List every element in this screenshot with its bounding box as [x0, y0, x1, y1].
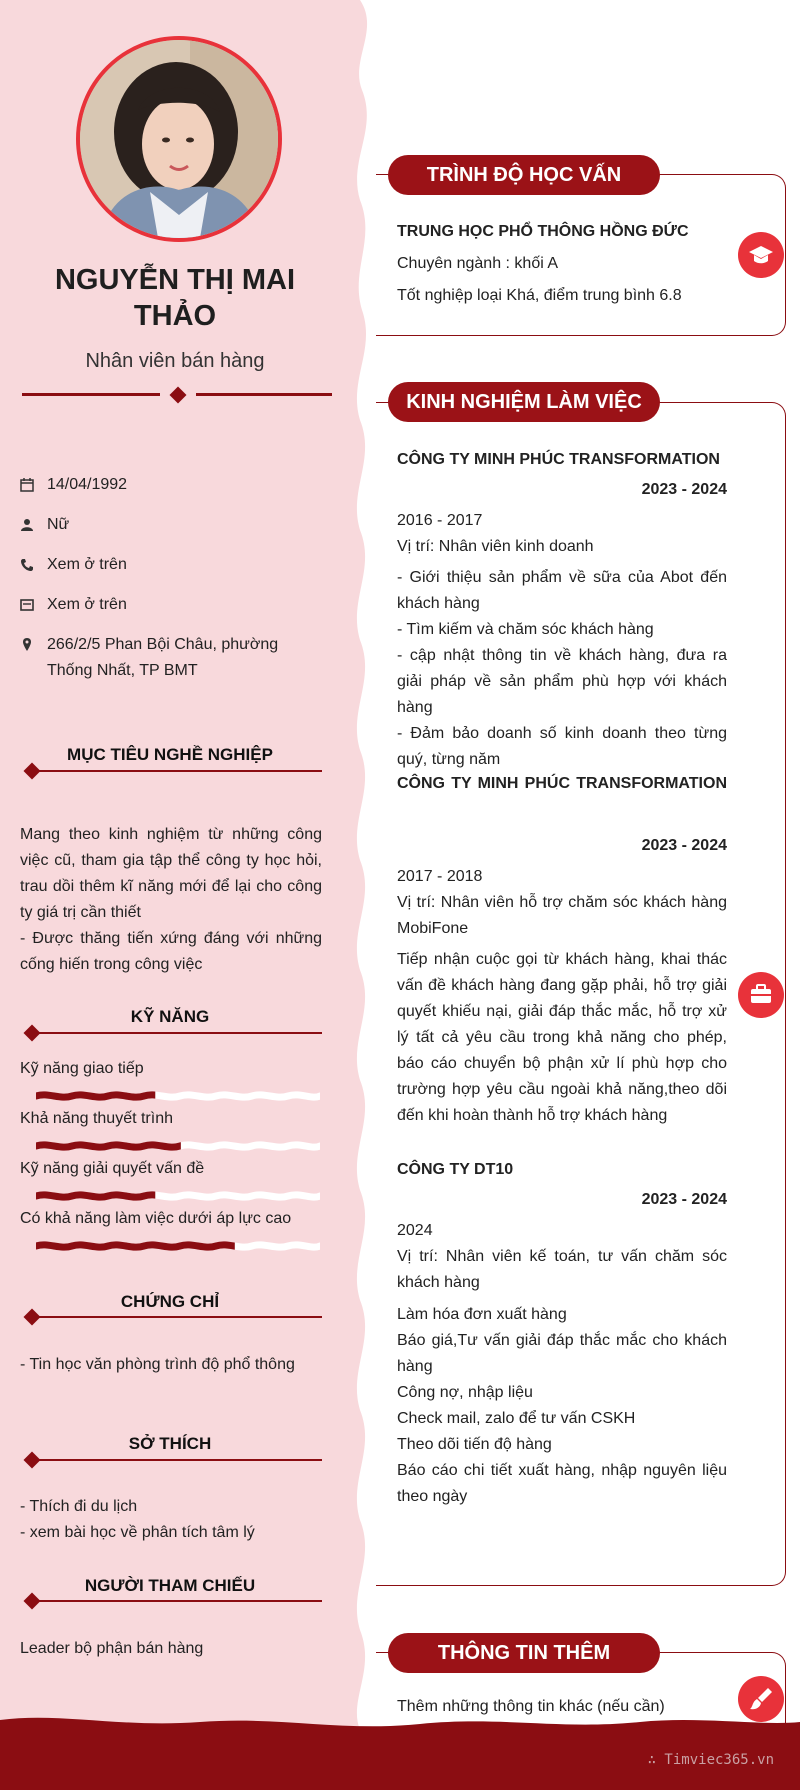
hobbies-line	[36, 1459, 322, 1461]
objective-line-1: Mang theo kinh nghiệm từ những công việc cũ, tham gia tập thể công ty học hỏi, trau dồi thêm kĩ năng mới để lại cho công ty giá trị cần thiết	[20, 826, 322, 921]
objective-text	[20, 822, 322, 978]
skill-bar	[36, 1240, 320, 1252]
name-line-2: THẢO	[133, 300, 217, 332]
avatar-illustration	[80, 40, 278, 238]
candidate-name	[20, 262, 330, 334]
job-3-detail: Check mail, zalo để tư vấn CSKH	[397, 1410, 636, 1427]
job-3-details	[397, 1302, 727, 1510]
calendar-icon	[20, 478, 34, 492]
references-line	[36, 1600, 322, 1602]
job-1-detail: - cập nhật thông tin về khách hàng, đưa ra giải pháp về sản phẩm phù hợp với khách hàng	[397, 647, 727, 716]
briefcase-icon	[738, 972, 784, 1018]
hobbies-title: SỞ THÍCH	[128, 1434, 212, 1453]
extra-text: Thêm những thông tin khác (nếu cần)	[397, 1698, 665, 1715]
gender-row	[20, 512, 320, 538]
job-1-details	[397, 565, 727, 773]
education-result: Tốt nghiệp loại Khá, điểm trung bình 6.8	[397, 287, 682, 304]
education-school: TRUNG HỌC PHỔ THÔNG HỒNG ĐỨC	[397, 223, 689, 240]
job-3-detail: Báo giá,Tư vấn giải đáp thắc mắc cho khách hàng	[397, 1332, 727, 1375]
job-2-company-text: CÔNG TY MINH PHÚC TRANSFORMATION	[397, 775, 727, 792]
experience-title: KINH NGHIỆM LÀM VIỆC	[388, 382, 660, 422]
user-icon	[20, 518, 34, 532]
certificates-line	[36, 1316, 322, 1318]
skill-label: Kỹ năng giải quyết vấn đề	[20, 1160, 205, 1177]
divider-left	[22, 393, 160, 396]
email-value: Xem ở trên	[47, 596, 127, 613]
job-title: Nhân viên bán hàng	[85, 350, 265, 372]
skill-bar	[36, 1140, 320, 1152]
certificates-text: - Tin học văn phòng trình độ phổ thông	[20, 1356, 295, 1373]
map-marker-icon	[20, 638, 34, 652]
skills-title: KỸ NĂNG	[130, 1007, 210, 1026]
job-3-company: CÔNG TY DT10	[397, 1161, 514, 1178]
envelope-icon	[20, 598, 34, 612]
skills-line	[36, 1032, 322, 1034]
job-3-period: 2024	[397, 1222, 433, 1239]
address-value: 266/2/5 Phan Bội Châu, phường Thống Nhất, TP BMT	[47, 636, 279, 679]
avatar	[76, 36, 282, 242]
extra-title: THÔNG TIN THÊM	[388, 1633, 660, 1673]
brand-watermark: ∴ Timviec365.vn	[647, 1752, 774, 1768]
references-text: Leader bộ phận bán hàng	[20, 1640, 204, 1657]
job-3-detail: Báo cáo chi tiết xuất hàng, nhập nguyên liệu theo ngày	[397, 1462, 727, 1505]
divider-right	[196, 393, 332, 396]
phone-icon	[20, 558, 34, 572]
job-2-detail: Tiếp nhận cuộc gọi từ khách hàng, khai thác vấn đề khách hàng đang gặp phải, hỗ trợ giải quyết khiếu nại, giải đáp thắc mắc, hỗ trợ xử lý tất cả yêu cầu trong khả năng cho phép, báo cáo chuyển bộ phận xử lí phù hợp cho trường hợp yêu cầu ngoài khả năng,theo dõi đến khi hoàn thành hỗ trợ khách hàng	[397, 951, 727, 1124]
job-1-range: 2023 - 2024	[641, 481, 727, 498]
job-1-detail: - Giới thiệu sản phẩm về sữa của Abot đến khách hàng	[397, 569, 727, 612]
phone-row	[20, 552, 320, 578]
job-1-detail: - Tìm kiếm và chăm sóc khách hàng	[397, 621, 654, 638]
job-1-company: CÔNG TY MINH PHÚC TRANSFORMATION	[397, 451, 720, 468]
name-line-1: NGUYỄN THỊ MAI	[54, 264, 296, 296]
job-3-position: Vị trí: Nhân viên kế toán, tư vấn chăm sóc khách hàng	[397, 1248, 727, 1291]
skill-label: Có khả năng làm việc dưới áp lực cao	[20, 1210, 292, 1227]
brand-text: Timviec365.vn	[664, 1752, 774, 1768]
education-title: TRÌNH ĐỘ HỌC VẤN	[388, 155, 660, 195]
birthday-value: 14/04/1992	[47, 476, 128, 493]
job-1-period: 2016 - 2017	[397, 512, 483, 529]
certificates-title: CHỨNG CHỈ	[120, 1292, 220, 1311]
job-1-detail: - Đảm bảo doanh số kinh doanh theo từng quý, từng năm	[397, 725, 727, 768]
job-3-range: 2023 - 2024	[641, 1191, 727, 1208]
skill-label: Kỹ năng giao tiếp	[20, 1060, 144, 1077]
hobby-2: - xem bài học về phân tích tâm lý	[20, 1524, 255, 1541]
skill-bar	[36, 1090, 320, 1102]
email-row	[20, 592, 320, 618]
job-3-detail: Công nợ, nhập liệu	[397, 1384, 533, 1401]
phone-value: Xem ở trên	[47, 556, 127, 573]
objective-line	[36, 770, 322, 772]
gender-value: Nữ	[47, 516, 70, 533]
birthday-row	[20, 472, 320, 498]
job-3-detail: Theo dõi tiến độ hàng	[397, 1436, 552, 1453]
job-2-company	[397, 771, 727, 797]
skill-label: Khả năng thuyết trình	[20, 1110, 173, 1127]
objective-line-2: - Được thăng tiến xứng đáng với những cống hiến trong công việc	[20, 930, 322, 973]
job-2-period: 2017 - 2018	[397, 868, 483, 885]
hobby-1: - Thích đi du lịch	[20, 1498, 138, 1515]
hobbies-text	[20, 1494, 322, 1546]
job-2-position: Vị trí: Nhân viên hỗ trợ chăm sóc khách hàng MobiFone	[397, 894, 727, 937]
objective-title: MỤC TIÊU NGHỀ NGHIỆP	[67, 745, 273, 764]
references-title: NGƯỜI THAM CHIẾU	[84, 1576, 256, 1595]
job-2-range: 2023 - 2024	[641, 837, 727, 854]
job-3-detail: Làm hóa đơn xuất hàng	[397, 1306, 567, 1323]
skill-bar	[36, 1190, 320, 1202]
job-2-details	[397, 947, 727, 1129]
job-1-position: Vị trí: Nhân viên kinh doanh	[397, 538, 594, 555]
address-row	[20, 632, 320, 684]
graduation-cap-icon	[738, 232, 784, 278]
education-major: Chuyên ngành : khối A	[397, 255, 559, 272]
